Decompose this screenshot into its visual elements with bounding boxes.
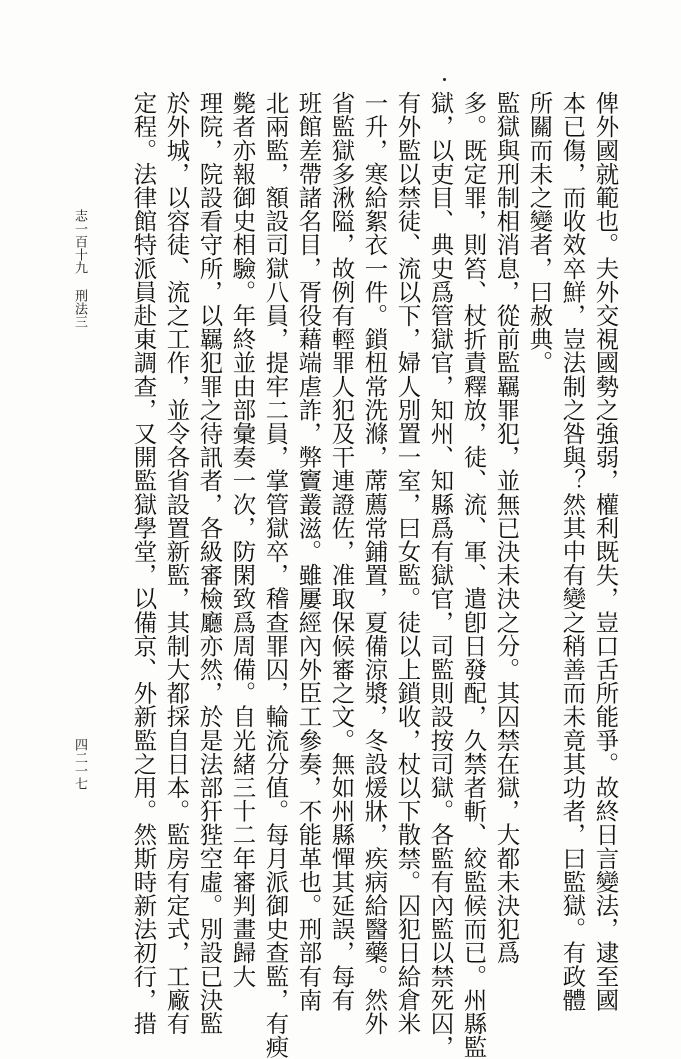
text-column-10 — [261, 91, 290, 1059]
column-text: 本已傷，而收效卒鮮，豈法制之咎與？然其中有變之稍善而未竟其功者，曰監獄。有政體 — [558, 91, 587, 1012]
text-column-9 — [294, 91, 323, 1012]
column-text: 於外城，以容徒、流之工作，並令各省設置新監，其制大都採自日本。監房有定式，工廠有 — [162, 91, 191, 1035]
text-column-6 — [393, 91, 422, 1035]
text-column-14 — [129, 91, 158, 1035]
column-text: 理院，院設看守所，以羈犯罪之待訊者，各級審檢廳亦然，於是法部犴狴空虛。別設已決監 — [195, 91, 224, 1035]
text-column-1 — [558, 91, 587, 1012]
text-column-3 — [492, 91, 521, 965]
column-text: 北兩監，額設司獄八員，提牢二員，掌管獄卒，稽查罪囚，輪流分值。每月派御史查監，有瘐 — [261, 91, 290, 1059]
column-text: 班館差帶諸名目，胥役藉端虐詐，弊竇叢滋。雖屢經內外臣工參奏，不能革也。刑部有南 — [294, 91, 323, 1012]
text-column-8 — [327, 91, 356, 1012]
text-column-5 — [426, 91, 455, 1059]
chapter-title: 志一百十九 刑法三 — [72, 209, 87, 328]
text-column-0 — [591, 91, 620, 1012]
text-column-4 — [459, 91, 488, 1059]
column-text: 俾外國就範也。夫外交視國勢之強弱，權利既失，豈口舌所能爭。故終日言變法，逮至國 — [591, 91, 620, 1012]
chapter-footer — [73, 209, 86, 328]
text-column-13 — [162, 91, 191, 1035]
column-text: 獄，以吏目、典史爲管獄官，知州、知縣爲有獄官，司監則設按司獄。各監有內監以禁死囚， — [426, 91, 455, 1059]
column-text: 監獄與刑制相消息，從前監羈罪犯，並無已決未決之分。其囚禁在獄，大都未決犯爲 — [492, 91, 521, 965]
text-column-11 — [228, 91, 257, 988]
column-text: 有外監以禁徒、流以下，婦人別置一室，曰女監。徒以上鎖收，杖以下散禁。囚犯日給倉米 — [393, 91, 422, 1035]
page-number: 四二一七 — [72, 738, 87, 790]
column-text: 斃者亦報御史相驗。年終並由部彙奏一次，防閑致爲周備。自光緒三十二年審判畫歸大 — [228, 91, 257, 988]
column-text: 定程。法律館特派員赴東調查，又開監獄學堂，以備京、外新監之用。然斯時新法初行，措 — [129, 91, 158, 1035]
column-text: 省監獄多湫隘，故例有輕罪人犯及干連證佐，准取保候審之文。無如州縣憚其延誤，每有 — [327, 91, 356, 1012]
ink-dot — [443, 78, 446, 81]
column-text: 多。既定罪，則笞、杖折責釋放，徒、流、軍、遣卽日發配，久禁者斬、絞監候而已。州縣監 — [459, 91, 488, 1059]
text-column-2 — [525, 91, 554, 375]
column-text: 所關而未之變者，曰赦典。 — [525, 91, 554, 375]
page-number-footer — [73, 738, 86, 790]
text-column-12 — [195, 91, 224, 1035]
text-column-7 — [360, 91, 389, 1035]
column-text: 一升，寒給絮衣一件。鎖杻常洗滌，蓆薦常鋪置，夏備涼漿，冬設煖牀，疾病給醫藥。然外 — [360, 91, 389, 1035]
